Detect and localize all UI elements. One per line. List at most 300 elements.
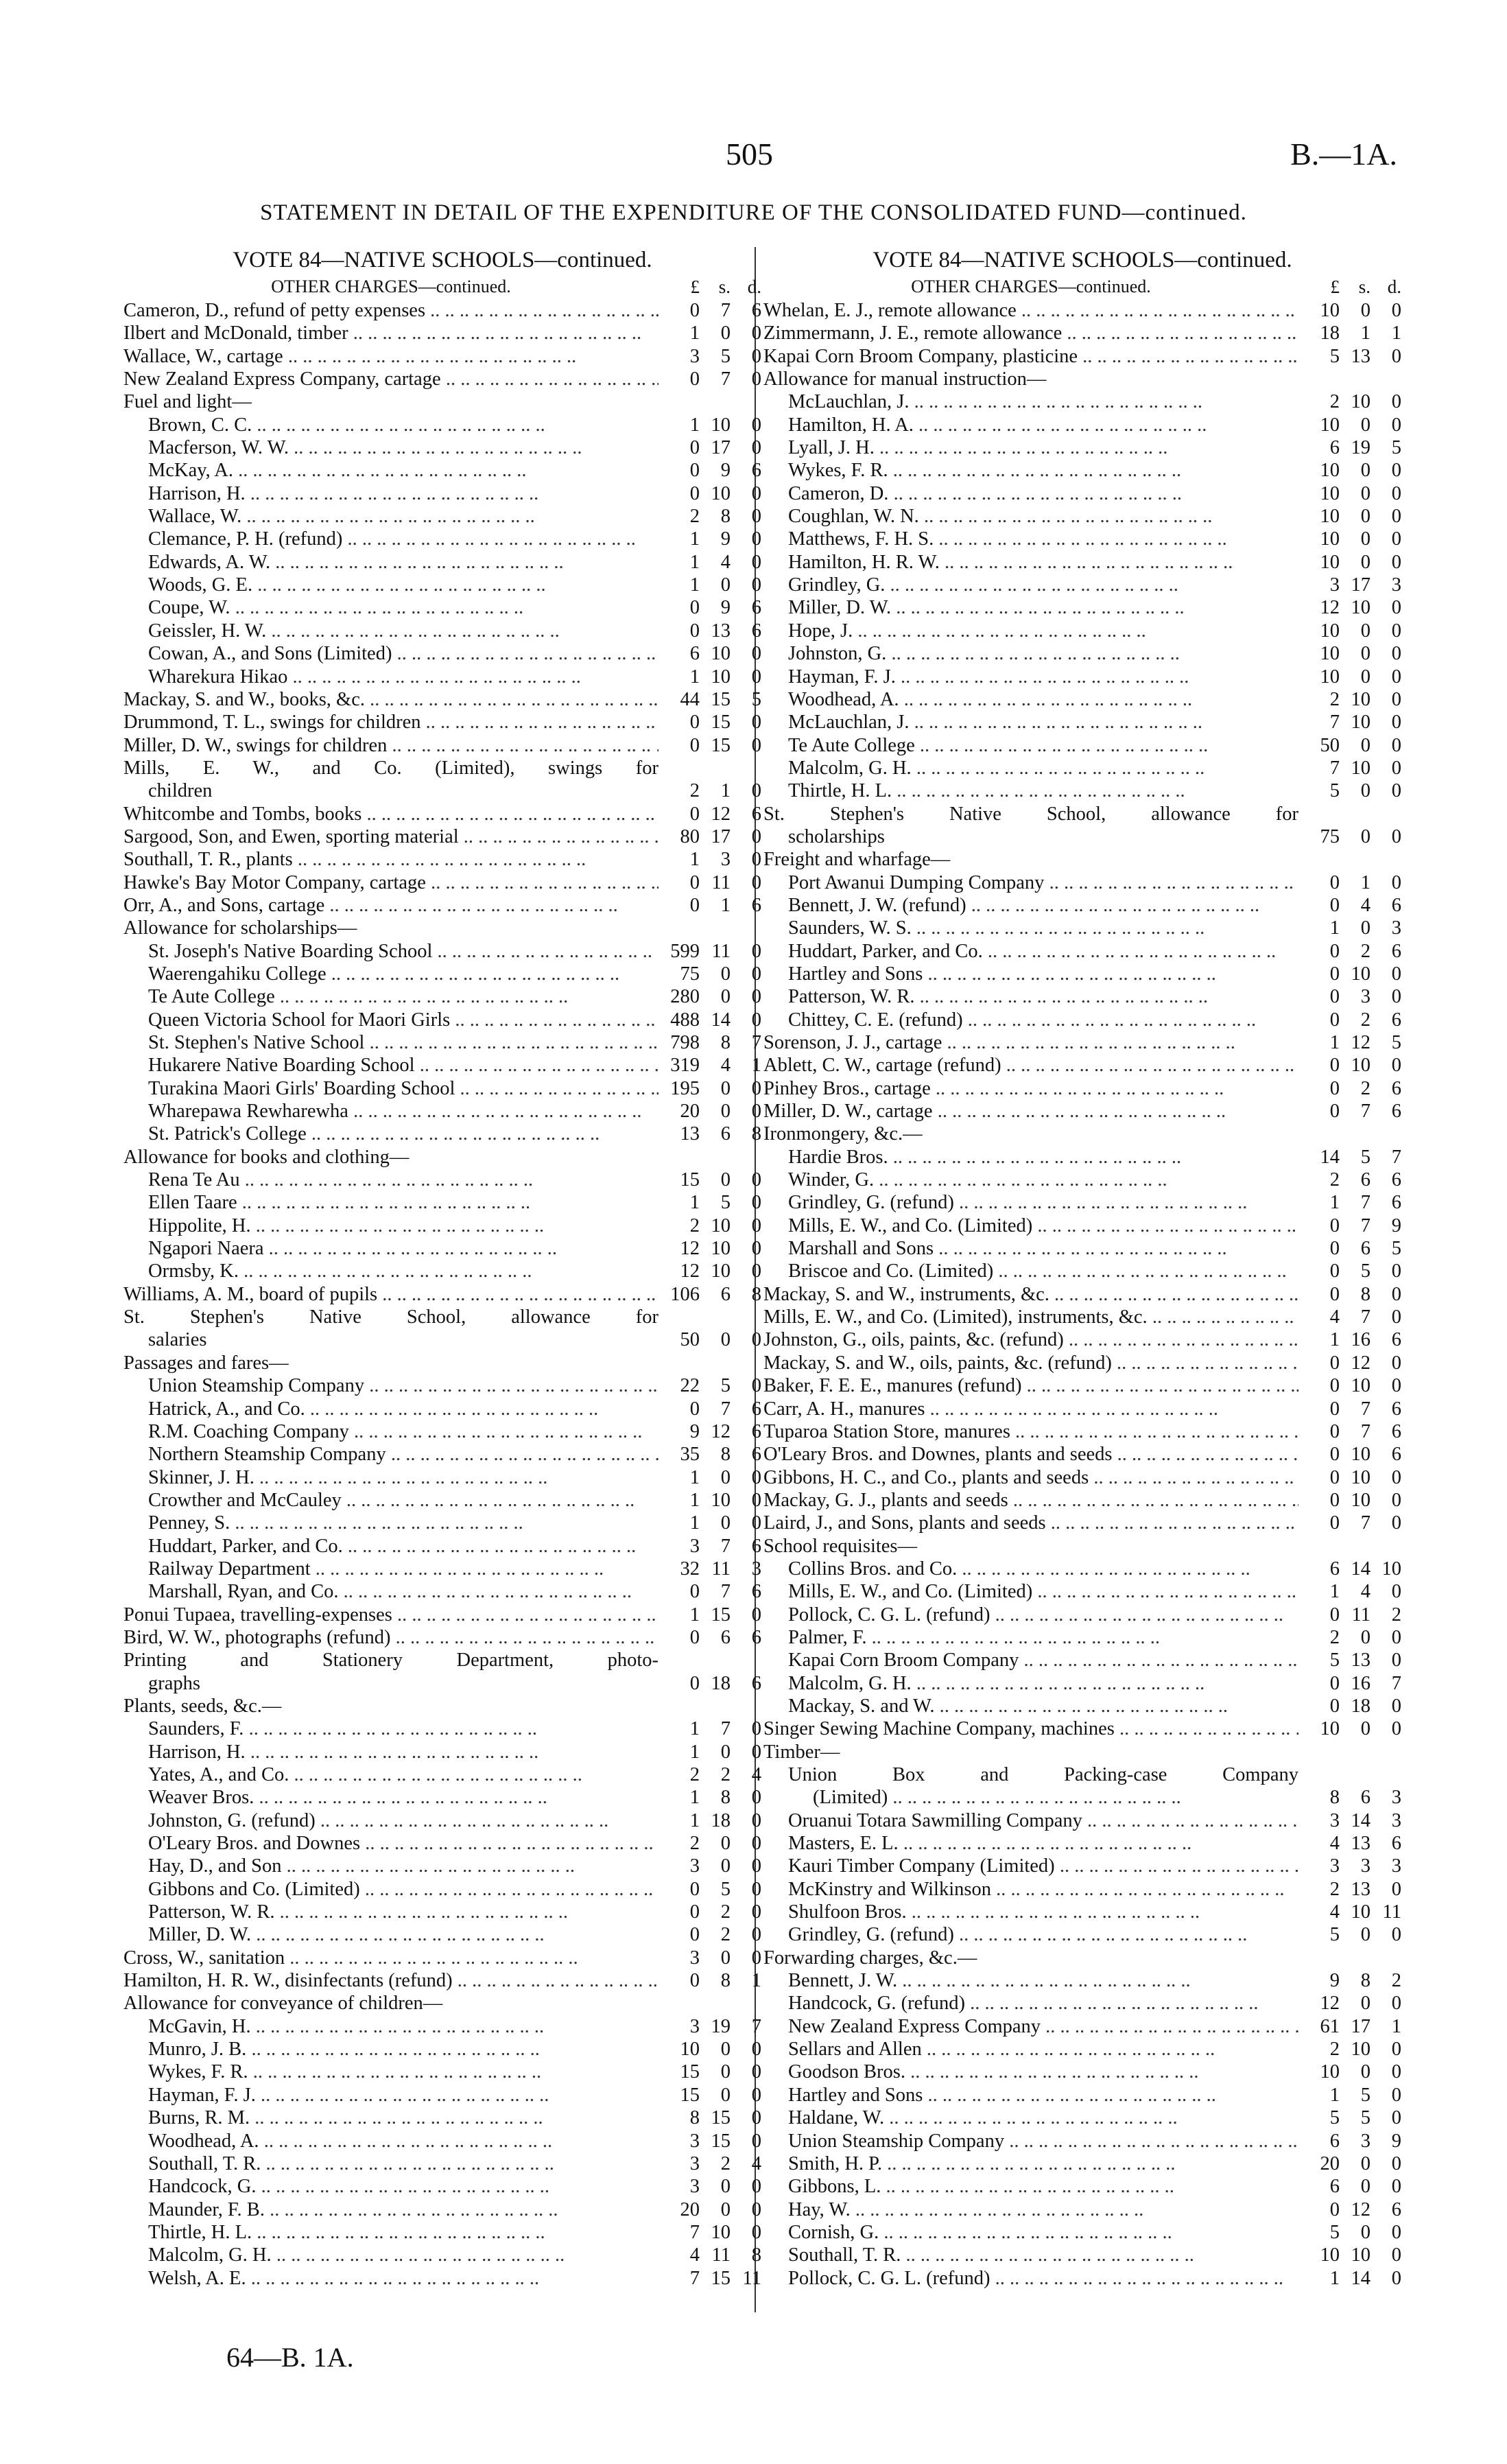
pounds-value: 1 bbox=[689, 322, 700, 344]
shillings-value: 0 bbox=[720, 2039, 731, 2061]
pence-value: 0 bbox=[1391, 780, 1401, 802]
pounds-value: 0 bbox=[689, 734, 700, 756]
shillings-value: 13 bbox=[1351, 1650, 1370, 1671]
pounds-value: 20 bbox=[680, 2198, 700, 2220]
expenditure-row bbox=[123, 985, 761, 1008]
expenditure-row bbox=[123, 1031, 761, 1054]
pounds-value: 6 bbox=[1329, 437, 1340, 459]
expenditure-row bbox=[763, 1855, 1401, 1877]
row-amount bbox=[1298, 596, 1401, 619]
pounds-value: 0 bbox=[1329, 963, 1340, 985]
pounds-value: 0 bbox=[1329, 871, 1340, 893]
shillings-value: 7 bbox=[1360, 1398, 1370, 1420]
pounds-value: 106 bbox=[670, 1283, 700, 1305]
pounds-value: 0 bbox=[1329, 1512, 1340, 1534]
pounds-value: 6 bbox=[689, 643, 700, 665]
row-description: New Zealand Express Company, cartage .. .. bbox=[123, 368, 658, 390]
row-description: Grindley, G. (refund) .. .. bbox=[763, 1191, 1298, 1214]
shillings-value: 0 bbox=[1360, 1718, 1370, 1740]
pounds-value: 0 bbox=[1329, 940, 1340, 962]
shillings-value: 10 bbox=[1351, 688, 1370, 710]
row-amount bbox=[658, 734, 761, 757]
expenditure-row bbox=[123, 1398, 761, 1420]
row-amount bbox=[1298, 2038, 1401, 2061]
pounds-value: 5 bbox=[1329, 2107, 1340, 2129]
expenditure-row bbox=[123, 1809, 761, 1832]
pence-value: 0 bbox=[1391, 414, 1401, 436]
row-description: Smith, H. P. .. .. bbox=[763, 2152, 1298, 2175]
pounds-value: 12 bbox=[680, 1260, 700, 1282]
pounds-value: 0 bbox=[689, 803, 700, 825]
pence-value: 3 bbox=[1391, 1787, 1401, 1809]
expenditure-row bbox=[123, 596, 761, 619]
shillings-value: 2 bbox=[1360, 1077, 1370, 1099]
pounds-value: 3 bbox=[689, 345, 700, 367]
row-amount bbox=[1298, 436, 1401, 459]
pounds-value: 4 bbox=[1329, 1833, 1340, 1855]
pence-value: 0 bbox=[751, 825, 761, 847]
expenditure-row bbox=[763, 414, 1401, 436]
row-description: Brown, C. C. .. .. bbox=[123, 414, 658, 436]
document-reference: B.—1A. bbox=[1290, 137, 1397, 172]
shillings-value: 8 bbox=[720, 506, 731, 528]
shillings-value: 3 bbox=[720, 849, 731, 871]
row-description: Plants, seeds, &c.— bbox=[123, 1695, 282, 1717]
pence-value: 9 bbox=[1391, 1215, 1401, 1236]
row-description: St. Joseph's Native Boarding School .. .. bbox=[123, 940, 658, 963]
expenditure-row bbox=[123, 1489, 761, 1512]
pence-value: 6 bbox=[1391, 1444, 1401, 1466]
right-column bbox=[763, 246, 1401, 2290]
expenditure-row bbox=[763, 779, 1401, 802]
pence-value: 0 bbox=[1391, 825, 1401, 847]
row-description: McKay, A. .. .. bbox=[123, 459, 658, 482]
pounds-value: 2 bbox=[1329, 688, 1340, 710]
row-amount bbox=[658, 1878, 761, 1901]
pounds-value: 5 bbox=[1329, 1924, 1340, 1946]
row-amount bbox=[1298, 2198, 1401, 2221]
shillings-value: 0 bbox=[1360, 300, 1370, 321]
shillings-value: 10 bbox=[711, 666, 731, 688]
expenditure-row bbox=[123, 2198, 761, 2221]
expenditure-row bbox=[123, 1466, 761, 1489]
row-description: St. Stephen's Native School .. .. bbox=[123, 1031, 658, 1054]
row-description: McLauchlan, J. .. .. bbox=[763, 390, 1298, 413]
expenditure-row bbox=[123, 734, 761, 757]
row-amount bbox=[1298, 757, 1401, 779]
pence-value: 0 bbox=[751, 1855, 761, 1877]
shillings-value: 6 bbox=[720, 1123, 731, 1145]
row-description: Munro, J. B. .. .. bbox=[123, 2038, 658, 2061]
row-amount bbox=[1298, 1717, 1401, 1740]
row-description: Hamilton, H. R. W. .. .. bbox=[763, 551, 1298, 574]
pence-value: 0 bbox=[751, 2039, 761, 2061]
row-amount bbox=[658, 963, 761, 985]
pence-value: 0 bbox=[751, 482, 761, 504]
pence-value: 0 bbox=[751, 1901, 761, 1923]
pence-value: 9 bbox=[1391, 2130, 1401, 2152]
expenditure-row bbox=[763, 1237, 1401, 1260]
expenditure-row bbox=[123, 917, 761, 939]
row-amount bbox=[1298, 1169, 1401, 1191]
shillings-value: 0 bbox=[1360, 414, 1370, 436]
pounds-value: 32 bbox=[680, 1558, 700, 1580]
pence-value: 0 bbox=[1391, 391, 1401, 413]
expenditure-row bbox=[763, 2244, 1401, 2266]
shillings-value: 4 bbox=[720, 551, 731, 573]
expenditure-row bbox=[763, 1420, 1401, 1443]
row-description: Southall, T. R. .. .. bbox=[763, 2244, 1298, 2266]
expenditure-row bbox=[763, 1763, 1401, 1786]
pence-value: 6 bbox=[1391, 1077, 1401, 1099]
row-description: Collins Bros. and Co. .. .. bbox=[763, 1558, 1298, 1580]
row-description: Union Box and Packing-case Company bbox=[788, 1764, 1298, 1785]
row-amount bbox=[658, 1283, 761, 1306]
shillings-value: 0 bbox=[720, 2061, 731, 2083]
row-amount bbox=[658, 551, 761, 574]
expenditure-row bbox=[123, 803, 761, 825]
shillings-value: 11 bbox=[711, 871, 731, 893]
row-amount bbox=[1298, 2015, 1401, 2038]
row-amount bbox=[658, 1626, 761, 1649]
row-description: Thirtle, H. L. .. .. bbox=[763, 779, 1298, 802]
row-amount bbox=[658, 1763, 761, 1786]
pence-value: 11 bbox=[742, 2267, 761, 2289]
pence-value: 2 bbox=[1391, 1970, 1401, 1992]
shillings-value: 0 bbox=[720, 1855, 731, 1877]
expenditure-row bbox=[763, 1260, 1401, 1282]
pence-value: 0 bbox=[751, 2198, 761, 2220]
shillings-value: 9 bbox=[720, 528, 731, 550]
expenditure-row bbox=[763, 688, 1401, 711]
expenditure-row bbox=[763, 1374, 1401, 1397]
pounds-value: 1 bbox=[1329, 1581, 1340, 1603]
row-description: Palmer, F. .. .. bbox=[763, 1626, 1298, 1649]
pounds-value: 0 bbox=[1329, 1055, 1340, 1077]
pence-value: 0 bbox=[751, 1375, 761, 1397]
row-amount bbox=[658, 711, 761, 734]
pounds-value: 0 bbox=[689, 1970, 700, 1992]
expenditure-row bbox=[123, 482, 761, 505]
shillings-value: 4 bbox=[1360, 1581, 1370, 1603]
shillings-value: 10 bbox=[1351, 2039, 1370, 2061]
row-amount bbox=[1298, 666, 1401, 688]
shillings-value: 6 bbox=[720, 1626, 731, 1648]
pounds-value: 0 bbox=[1329, 1215, 1340, 1236]
row-description: Orr, A., and Sons, cartage .. .. bbox=[123, 894, 658, 917]
row-description: Harrison, H. .. .. bbox=[123, 1741, 658, 1763]
expenditure-row bbox=[123, 1717, 761, 1740]
shillings-value: 13 bbox=[1351, 1833, 1370, 1855]
expenditure-row bbox=[763, 1741, 1401, 1763]
pounds-value: 12 bbox=[1320, 1993, 1340, 2015]
pence-value: 8 bbox=[751, 1283, 761, 1305]
expenditure-row bbox=[763, 2198, 1401, 2221]
row-amount bbox=[658, 803, 761, 825]
pounds-value: 3 bbox=[689, 2176, 700, 2198]
row-amount bbox=[658, 482, 761, 505]
row-description: Clemance, P. H. (refund) .. .. bbox=[123, 528, 658, 550]
shillings-value: 7 bbox=[720, 1581, 731, 1603]
pounds-value: 195 bbox=[670, 1077, 700, 1099]
pounds-value: 0 bbox=[1329, 1672, 1340, 1694]
row-amount bbox=[658, 1809, 761, 1832]
row-amount bbox=[1298, 1420, 1401, 1443]
row-amount bbox=[1298, 1283, 1401, 1306]
section-heading: OTHER CHARGES—continued. bbox=[271, 277, 511, 296]
row-description: Hardie Bros. .. .. bbox=[763, 1146, 1298, 1169]
row-amount bbox=[1298, 1809, 1401, 1832]
shillings-value: 0 bbox=[720, 1741, 731, 1763]
row-description: Chittey, C. E. (refund) .. .. bbox=[763, 1009, 1298, 1031]
row-description: Cowan, A., and Sons (Limited) .. .. bbox=[123, 642, 658, 665]
pounds-value: 0 bbox=[1329, 2198, 1340, 2220]
row-amount bbox=[658, 1123, 761, 1145]
pence-value: 6 bbox=[751, 1626, 761, 1648]
expenditure-row bbox=[763, 1398, 1401, 1420]
row-description: Hippolite, H. .. .. bbox=[123, 1215, 658, 1237]
shillings-value: 0 bbox=[1360, 2061, 1370, 2083]
shillings-value: 10 bbox=[711, 1215, 731, 1236]
row-description: Wykes, F. R. .. .. bbox=[763, 459, 1298, 482]
row-amount bbox=[1298, 871, 1401, 894]
expenditure-row bbox=[123, 1328, 761, 1351]
row-description: St. Stephen's Native School, allowance for bbox=[763, 803, 1298, 825]
left-column bbox=[123, 246, 761, 2290]
pence-value: 0 bbox=[751, 1512, 761, 1534]
pounds-value: 0 bbox=[689, 1581, 700, 1603]
shillings-value: 0 bbox=[720, 986, 731, 1008]
row-amount bbox=[1298, 1580, 1401, 1603]
row-amount bbox=[658, 1466, 761, 1489]
expenditure-row bbox=[763, 1489, 1401, 1512]
row-description: Miller, D. W. .. .. bbox=[763, 596, 1298, 619]
row-description: Drummond, T. L., swings for children .. .. bbox=[123, 711, 658, 734]
expenditure-row bbox=[763, 2152, 1401, 2175]
expenditure-row bbox=[763, 505, 1401, 528]
shillings-value: 8 bbox=[720, 1032, 731, 1053]
row-description: Wallace, W., cartage .. .. bbox=[123, 345, 658, 368]
pence-value: 1 bbox=[1391, 2015, 1401, 2037]
shillings-value: 0 bbox=[1360, 482, 1370, 504]
pounds-value: 8 bbox=[689, 2107, 700, 2129]
pence-value: 0 bbox=[751, 734, 761, 756]
pence-value: 6 bbox=[1391, 1009, 1401, 1031]
shillings-value: 7 bbox=[720, 1718, 731, 1740]
pence-value: 6 bbox=[751, 1672, 761, 1694]
row-description: Grindley, G. (refund) .. .. bbox=[763, 1923, 1298, 1946]
row-amount bbox=[658, 1512, 761, 1534]
expenditure-row bbox=[123, 1947, 761, 1969]
row-amount bbox=[1298, 1489, 1401, 1512]
row-description: Briscoe and Co. (Limited) .. .. bbox=[763, 1260, 1298, 1282]
row-amount bbox=[1298, 551, 1401, 574]
expenditure-row bbox=[763, 1077, 1401, 1100]
row-amount bbox=[658, 1741, 761, 1763]
pounds-value: 599 bbox=[670, 940, 700, 962]
pounds-value: 75 bbox=[680, 963, 700, 985]
pence-value: 0 bbox=[751, 1924, 761, 1946]
row-description: Haldane, W. .. .. bbox=[763, 2107, 1298, 2129]
row-description: Gibbons, H. C., and Co., plants and seeds .. .. bbox=[763, 1466, 1298, 1489]
expenditure-row bbox=[123, 2061, 761, 2083]
statement-title: STATEMENT IN DETAIL OF THE EXPENDITURE OF THE CONSOLIDATED FUND—continued. bbox=[260, 200, 1247, 225]
pounds-value: 0 bbox=[689, 482, 700, 504]
row-amount bbox=[1298, 688, 1401, 711]
pence-value: 6 bbox=[751, 300, 761, 321]
expenditure-row bbox=[123, 940, 761, 963]
expenditure-row bbox=[763, 2084, 1401, 2107]
row-description: Penney, S. .. .. bbox=[123, 1512, 658, 1534]
pence-value: 0 bbox=[751, 940, 761, 962]
expenditure-row bbox=[123, 620, 761, 642]
shillings-value: 0 bbox=[720, 1169, 731, 1191]
expenditure-row bbox=[123, 2244, 761, 2266]
row-amount bbox=[1298, 2107, 1401, 2129]
pounds-value: 2 bbox=[689, 780, 700, 802]
expenditure-row bbox=[123, 779, 761, 802]
row-description: Hayman, F. J. .. .. bbox=[123, 2084, 658, 2107]
pounds-value: 15 bbox=[680, 2084, 700, 2106]
shillings-value: 10 bbox=[711, 643, 731, 665]
pence-value: 0 bbox=[751, 551, 761, 573]
row-description: Ablett, C. W., cartage (refund) .. .. bbox=[763, 1054, 1298, 1077]
row-amount bbox=[658, 2267, 761, 2290]
pounds-value: 3 bbox=[689, 2015, 700, 2037]
shillings-value: 0 bbox=[1360, 917, 1370, 939]
pounds-value: 1 bbox=[689, 551, 700, 573]
row-description: Mackay, S. and W., books, &c. .. .. bbox=[123, 688, 658, 711]
pounds-value: 12 bbox=[680, 1238, 700, 1260]
pounds-value: 0 bbox=[1329, 1398, 1340, 1420]
expenditure-row bbox=[123, 1878, 761, 1901]
expenditure-row bbox=[763, 390, 1401, 413]
expenditure-row bbox=[123, 1626, 761, 1649]
row-description: Malcolm, G. H. .. .. bbox=[123, 2244, 658, 2266]
shillings-value: 14 bbox=[1351, 1558, 1370, 1580]
pence-value: 0 bbox=[751, 1809, 761, 1831]
pence-value: 6 bbox=[751, 1398, 761, 1420]
shillings-value: 0 bbox=[1360, 2152, 1370, 2174]
row-description: Bird, W. W., photographs (refund) .. .. bbox=[123, 1626, 658, 1649]
shillings-value: 0 bbox=[720, 1947, 731, 1969]
pence-value: 0 bbox=[751, 963, 761, 985]
row-description: Shulfoon Bros. .. .. bbox=[763, 1901, 1298, 1923]
row-description: Waerengahiku College .. .. bbox=[123, 963, 658, 985]
row-description: Fuel and light— bbox=[123, 391, 252, 413]
expenditure-row bbox=[123, 1215, 761, 1237]
row-description: Goodson Bros. .. .. bbox=[763, 2061, 1298, 2083]
row-description: Gibbons and Co. (Limited) .. .. bbox=[123, 1878, 658, 1901]
pounds-value: 0 bbox=[689, 1672, 700, 1694]
row-description: Cameron, D., refund of petty expenses .. .. bbox=[123, 299, 658, 322]
pounds-value: 1 bbox=[689, 849, 700, 871]
shillings-value: 18 bbox=[1351, 1695, 1370, 1717]
pounds-value: 0 bbox=[1329, 1695, 1340, 1717]
pounds-value: 0 bbox=[689, 368, 700, 390]
pounds-value: 61 bbox=[1320, 2015, 1340, 2037]
expenditure-row bbox=[763, 803, 1401, 825]
row-description: Grindley, G. .. .. bbox=[763, 574, 1298, 596]
expenditure-row bbox=[123, 1580, 761, 1603]
row-amount bbox=[1298, 1969, 1401, 1992]
pounds-value: 0 bbox=[689, 1924, 700, 1946]
pounds-value: 75 bbox=[1320, 825, 1340, 847]
shillings-value: 16 bbox=[1351, 1672, 1370, 1694]
expenditure-row bbox=[763, 940, 1401, 963]
expenditure-row bbox=[763, 1100, 1401, 1123]
expenditure-row bbox=[763, 1054, 1401, 1077]
shillings-value: 10 bbox=[711, 1489, 731, 1511]
pence-value: 0 bbox=[751, 666, 761, 688]
row-amount bbox=[658, 1328, 761, 1351]
row-description: Hamilton, H. R. W., disinfectants (refund) .. .. bbox=[123, 1969, 658, 1992]
pence-value: 0 bbox=[751, 1215, 761, 1236]
expenditure-row bbox=[123, 1283, 761, 1306]
shillings-value: 7 bbox=[1360, 1192, 1370, 1214]
expenditure-row bbox=[123, 871, 761, 894]
shillings-value: 12 bbox=[1351, 1352, 1370, 1374]
expenditure-row bbox=[123, 459, 761, 482]
pence-value: 4 bbox=[751, 1764, 761, 1785]
row-amount bbox=[1298, 1352, 1401, 1374]
row-description: Carr, A. H., manures .. .. bbox=[763, 1398, 1298, 1420]
pence-value: 2 bbox=[1391, 1604, 1401, 1626]
pence-value: 0 bbox=[1391, 551, 1401, 573]
row-description: Hukarere Native Boarding School .. .. bbox=[123, 1054, 658, 1077]
pounds-value: 1 bbox=[1329, 917, 1340, 939]
pence-value: 0 bbox=[751, 1947, 761, 1969]
shillings-value: 15 bbox=[711, 688, 731, 710]
pounds-value: 3 bbox=[689, 2130, 700, 2152]
shillings-value: 10 bbox=[711, 2221, 731, 2243]
pence-value: 0 bbox=[1391, 2244, 1401, 2266]
row-amount bbox=[658, 345, 761, 368]
pence-value: 6 bbox=[751, 597, 761, 619]
row-amount bbox=[1298, 917, 1401, 939]
pence-value: 8 bbox=[751, 1123, 761, 1145]
pence-value: 0 bbox=[751, 2084, 761, 2106]
pence-value: 6 bbox=[751, 460, 761, 482]
row-description: Burns, R. M. .. .. bbox=[123, 2107, 658, 2129]
pounds-value: 0 bbox=[1329, 1009, 1340, 1031]
pounds-value: 1 bbox=[1329, 1329, 1340, 1351]
row-amount bbox=[658, 985, 761, 1008]
pence-value: 0 bbox=[1391, 2176, 1401, 2198]
pounds-value: 2 bbox=[1329, 391, 1340, 413]
expenditure-row bbox=[763, 2221, 1401, 2244]
row-amount bbox=[1298, 1992, 1401, 2015]
shillings-value: 17 bbox=[1351, 574, 1370, 596]
row-description: Bennett, J. W. (refund) .. .. bbox=[763, 894, 1298, 917]
expenditure-row bbox=[763, 1352, 1401, 1374]
row-amount bbox=[658, 1009, 761, 1031]
shillings-value: 10 bbox=[1351, 1444, 1370, 1466]
shillings-value: 11 bbox=[1351, 1604, 1370, 1626]
row-amount bbox=[658, 414, 761, 436]
row-description: Woods, G. E. .. .. bbox=[123, 574, 658, 596]
pence-value: 0 bbox=[1391, 2107, 1401, 2129]
pence-value: 8 bbox=[751, 2244, 761, 2266]
row-amount bbox=[1298, 1786, 1401, 1809]
row-amount bbox=[1298, 1077, 1401, 1100]
pounds-value: 6 bbox=[1329, 2130, 1340, 2152]
pence-value: 0 bbox=[1391, 871, 1401, 893]
row-amount bbox=[1298, 1237, 1401, 1260]
shillings-value: 0 bbox=[1360, 734, 1370, 756]
pounds-value: 18 bbox=[1320, 322, 1340, 344]
shillings-value: 0 bbox=[720, 322, 731, 344]
